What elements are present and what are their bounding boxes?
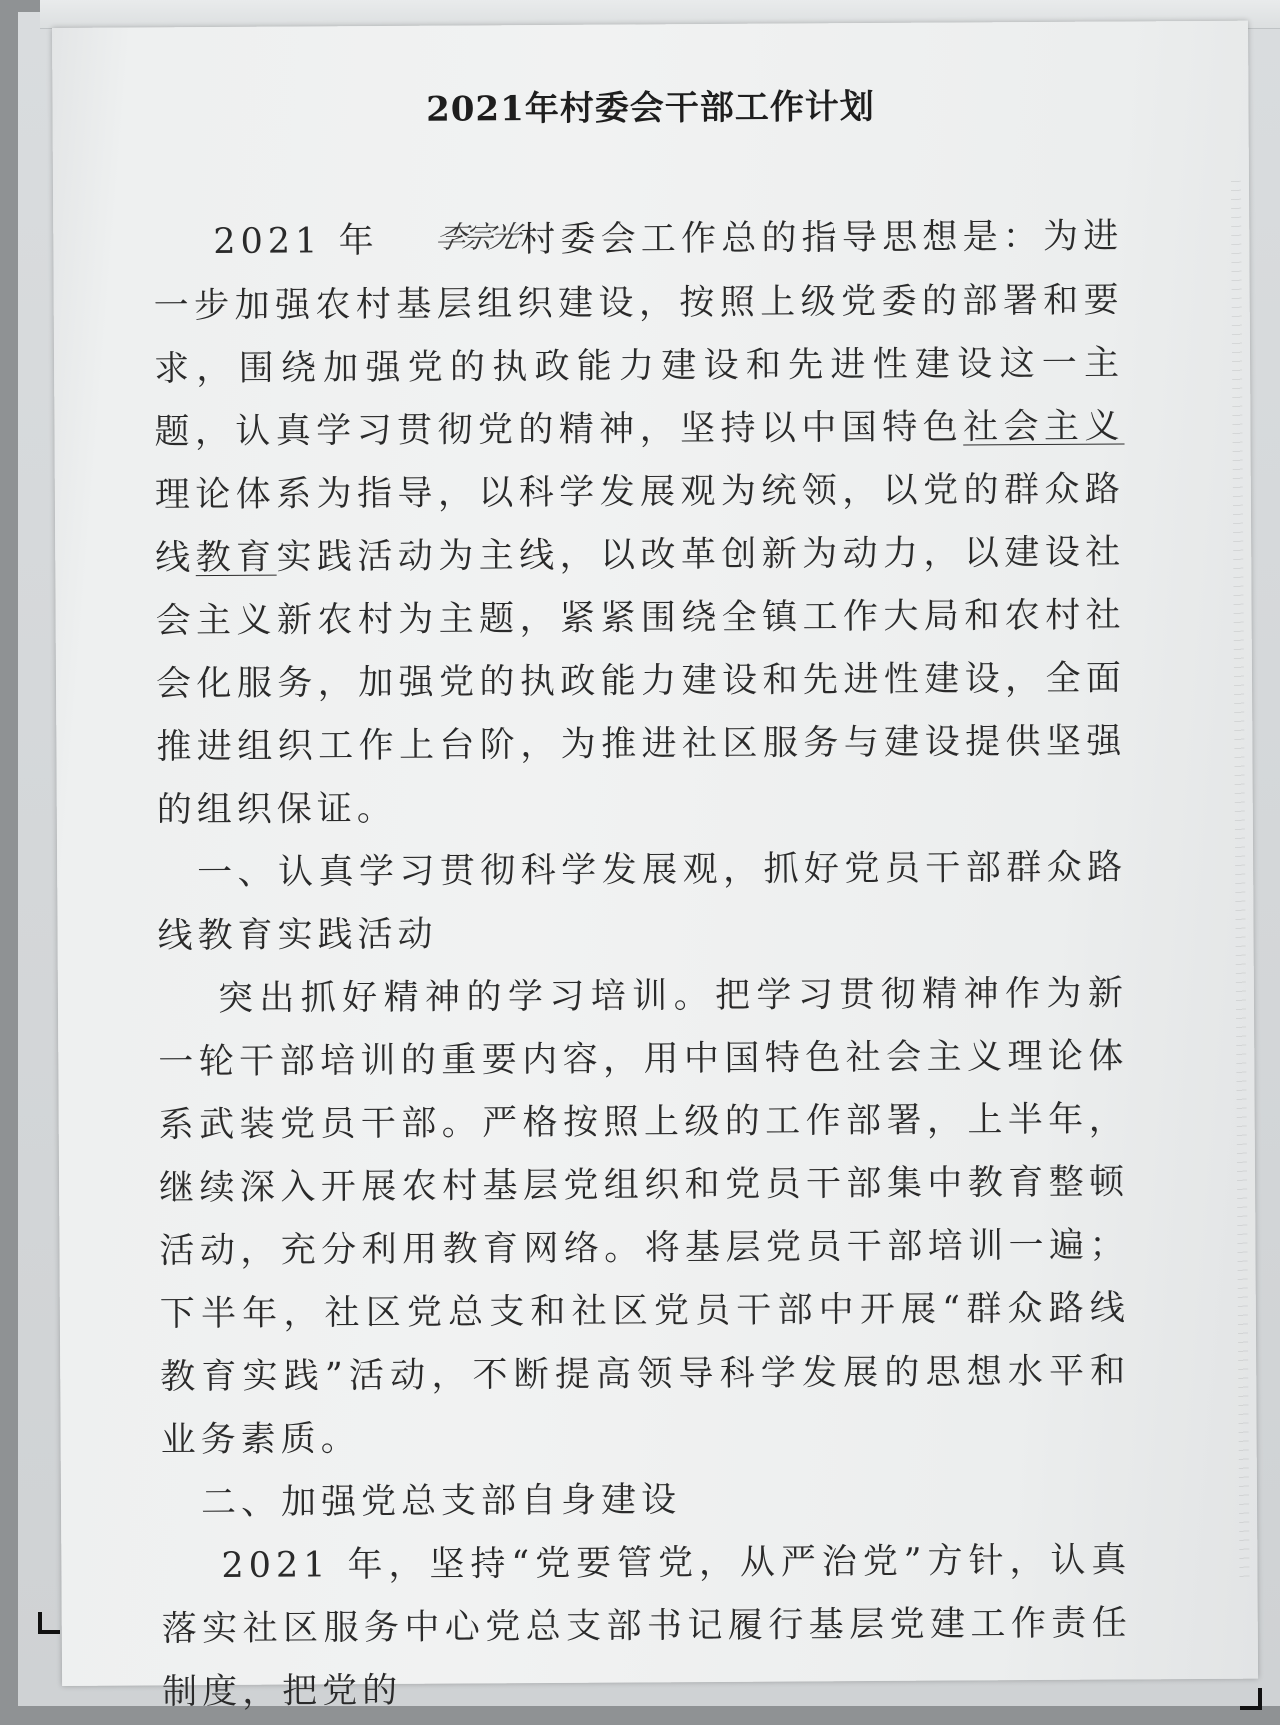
- underlined-text: 教育: [195, 537, 277, 579]
- document-title: 2021年村委会干部工作计划: [426, 86, 875, 130]
- handwritten-signature: 李宗光: [432, 220, 521, 256]
- section-heading: [161, 1466, 1131, 1535]
- body-paragraph: [161, 1529, 1132, 1724]
- underlined-text: 社会主义: [963, 406, 1125, 448]
- paragraph-text: 一、认真学习贯彻科学发展观，抓好党员干部群众路线教育实践活动: [157, 847, 1128, 957]
- crop-mark-bottom-right: [1240, 1688, 1262, 1710]
- paragraph-text: 村委会工作总的指导思想是：为进一步加强农村基层组织建设，按照上级党委的部署和要求，围绕加强党的执政能力建设和先进性建设这一主题，认真学习贯彻党的精神，坚持以中国特色: [153, 216, 1125, 453]
- paragraph-text: 实践活动为主线，以改革创新为动力，以建设社会主义新农村为主题，紧紧围绕全镇工作大局和农村社会化服务，加强党的执政能力建设和先进性建设，全面推进组织工作上台阶，为推进社区服务与建设提供坚强的组织保证。: [155, 532, 1127, 831]
- paragraph-text: 二、加强党总支部自身建设: [200, 1480, 682, 1524]
- body-paragraph: [158, 962, 1131, 1472]
- paragraph-text: 突出抓好精神的学习培训。把学习贯彻精神作为新一轮干部培训的重要内容，用中国特色社会主义理论体系武装党员干部。严格按照上级的工作部署，上半年，继续深入开展农村基层党组织和党员干部集中教育整顿活动，充分利用教育网络。将基层党员干部培训一遍；下半年，社区党总支和社区党员干部中开展“群众路线教育实践”活动，不断提高领导科学发展的思想水平和业务素质。: [158, 973, 1131, 1461]
- paragraph-text: 2021 年: [213, 221, 380, 263]
- crop-mark-bottom-left: [38, 1612, 60, 1634]
- paragraph-text: 理论体系为指导，以科学发展观为统领，以党的群众路线: [154, 469, 1125, 579]
- body-paragraph: [153, 205, 1127, 842]
- document-page: [52, 21, 1258, 1713]
- section-heading: [157, 836, 1128, 968]
- document-body: [153, 205, 1132, 1724]
- paragraph-text: 2021 年，坚持“党要管党，从严治党”方针，认真落实社区服务中心党总支部书记履行基层党建工作责任制度，把党的: [161, 1540, 1132, 1713]
